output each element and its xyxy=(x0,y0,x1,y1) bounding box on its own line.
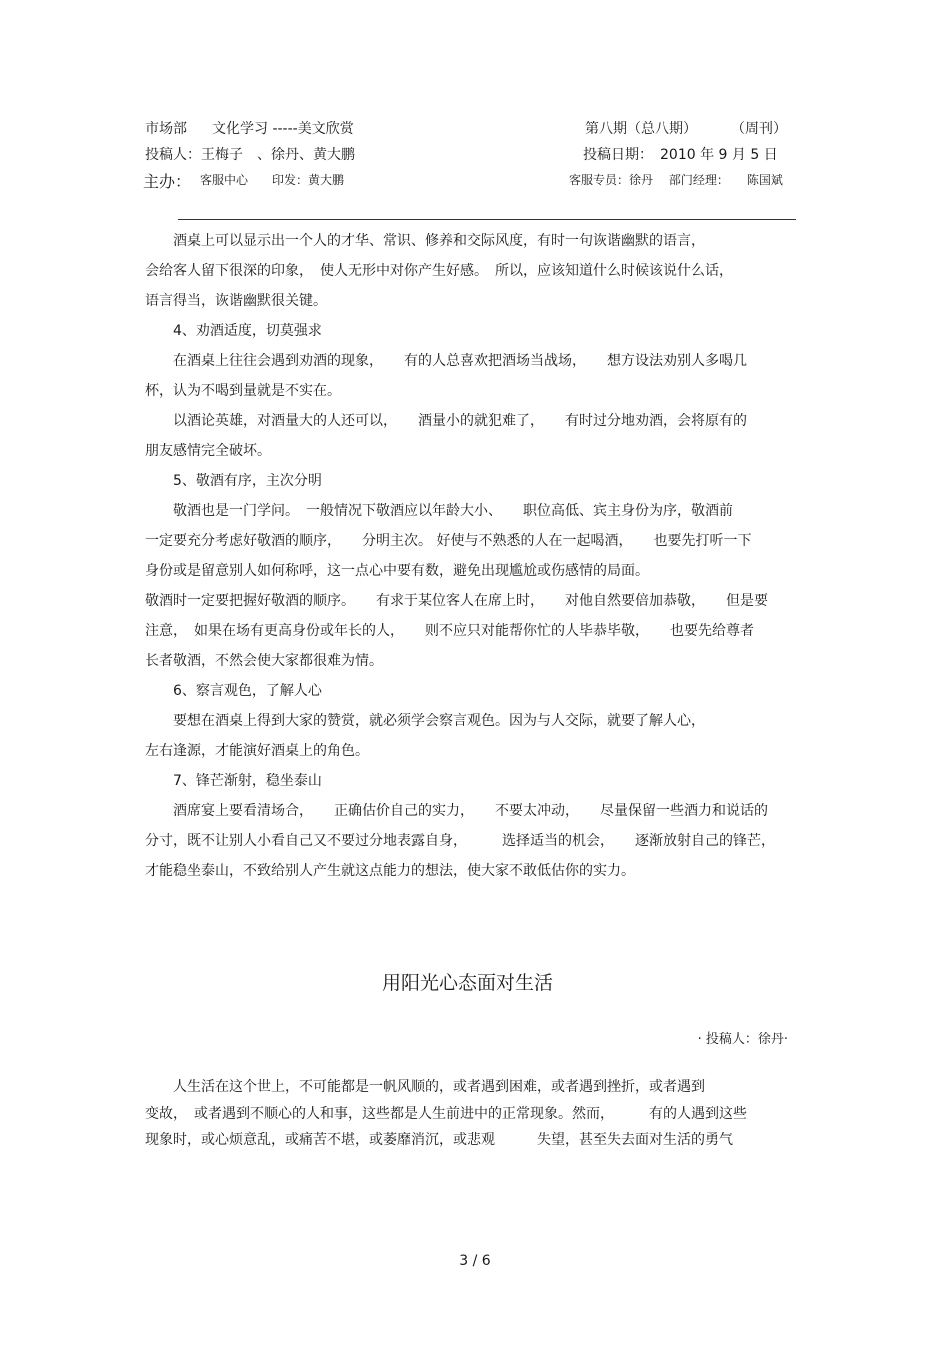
header-issue: 第八期（总八期） xyxy=(585,121,697,137)
paragraph-line: 以酒论英雄，对酒量大的人还可以， 酒量小的就犯难了， 有时过分地劝酒，会将原有的 xyxy=(145,413,747,429)
paragraph-line: 变故， 或者遇到不顺心的人和事，这些都是人生前进中的正常现象。然而， 有的人遇到这些 xyxy=(145,1106,747,1122)
paragraph-line: 酒桌上可以显示出一个人的才华、常识、修养和交际风度，有时一句诙谐幽默的语言， xyxy=(145,233,705,249)
paragraph-line: 会给客人留下很深的印象， 使人无形中对你产生好感。 所以，应该知道什么时候该说什么话， xyxy=(145,263,733,279)
paragraph-line: 身份或是留意别人如何称呼，这一点心中要有数，避免出现尴尬或伤感情的局面。 xyxy=(145,563,649,579)
paragraph-line: 酒席宴上要看清场合， 正确估价自己的实力， 不要太冲动， 尽量保留一些酒力和说话的 xyxy=(145,803,768,819)
paragraph-line: 要想在酒桌上得到大家的赞赏，就必须学会察言观色。因为与人交际，就要了解人心， xyxy=(145,713,705,729)
section-heading: 6、察言观色，了解人心 xyxy=(145,683,322,699)
paragraph-line: 一定要充分考虑好敬酒的顺序， 分明主次。 好使与不熟悉的人在一起喝酒， 也要先打听一下 xyxy=(145,533,752,549)
header-host: 客服中心 印发：黄大鹏 xyxy=(200,173,345,187)
paragraph-line: 才能稳坐泰山，不致给别人产生就这点能力的想法，使大家不敢低估你的实力。 xyxy=(145,863,635,879)
header-frequency: （周刊） xyxy=(731,121,787,137)
header-contributors: 投稿人：王梅子 、徐丹、黄大鹏 xyxy=(145,147,355,163)
paragraph-line: 人生活在这个世上，不可能都是一帆风顺的，或者遇到困难，或者遇到挫折，或者遇到 xyxy=(145,1079,705,1095)
paragraph-line: 敬酒时一定要把握好敬酒的顺序。 有求于某位客人在席上时， 对他自然要倍加恭敬， 但是要 xyxy=(145,593,768,609)
paragraph-line: 注意， 如果在场有更高身份或年长的人， 则不应只对能帮你忙的人毕恭毕敬， 也要先给尊者 xyxy=(145,623,754,639)
paragraph-line: 长者敬酒，不然会使大家都很难为情。 xyxy=(145,653,383,669)
section-heading: 7、锋芒渐射，稳坐泰山 xyxy=(145,773,322,789)
paragraph-line: 语言得当，诙谐幽默很关键。 xyxy=(145,293,327,309)
header-dept: 市场部 xyxy=(145,121,187,137)
paragraph-line: 左右逢源，才能演好酒桌上的角色。 xyxy=(145,743,369,759)
section-heading: 5、敬酒有序，主次分明 xyxy=(145,473,322,489)
paragraph-line: 朋友感情完全破坏。 xyxy=(145,443,271,459)
page-number: 3 / 6 xyxy=(459,1253,491,1269)
section-heading: 4、劝酒适度，切莫强求 xyxy=(145,323,322,339)
paragraph-line: 在酒桌上往往会遇到劝酒的现象， 有的人总喜欢把酒场当战场， 想方设法劝别人多喝几 xyxy=(145,353,747,369)
paragraph-line: 杯，认为不喝到量就是不实在。 xyxy=(145,383,341,399)
paragraph-line: 分寸，既不让别人小看自己又不要过分地表露自身， 选择适当的机会， 逐渐放射自己的锋芒， xyxy=(145,833,775,849)
header-section: 文化学习 -----美文欣赏 xyxy=(212,121,354,137)
paragraph-line: 现象时，或心烦意乱，或痛苦不堪，或萎靡消沉，或悲观 失望，甚至失去面对生活的勇气 xyxy=(145,1132,733,1148)
article-title: 用阳光心态面对生活 xyxy=(381,972,553,994)
paragraph-line: 敬酒也是一门学问。 一般情况下敬酒应以年龄大小、 职位高低、宾主身份为序，敬酒前 xyxy=(145,503,733,519)
header-staff: 客服专员：徐丹 部门经理： 陈国斌 xyxy=(569,173,783,187)
article-byline: · 投稿人：徐丹· xyxy=(697,1032,788,1047)
header-date: 投稿日期： 2010 年 9 月 5 日 xyxy=(583,147,778,163)
header-host-label: 主办： xyxy=(143,172,192,191)
header-rule xyxy=(178,219,796,220)
